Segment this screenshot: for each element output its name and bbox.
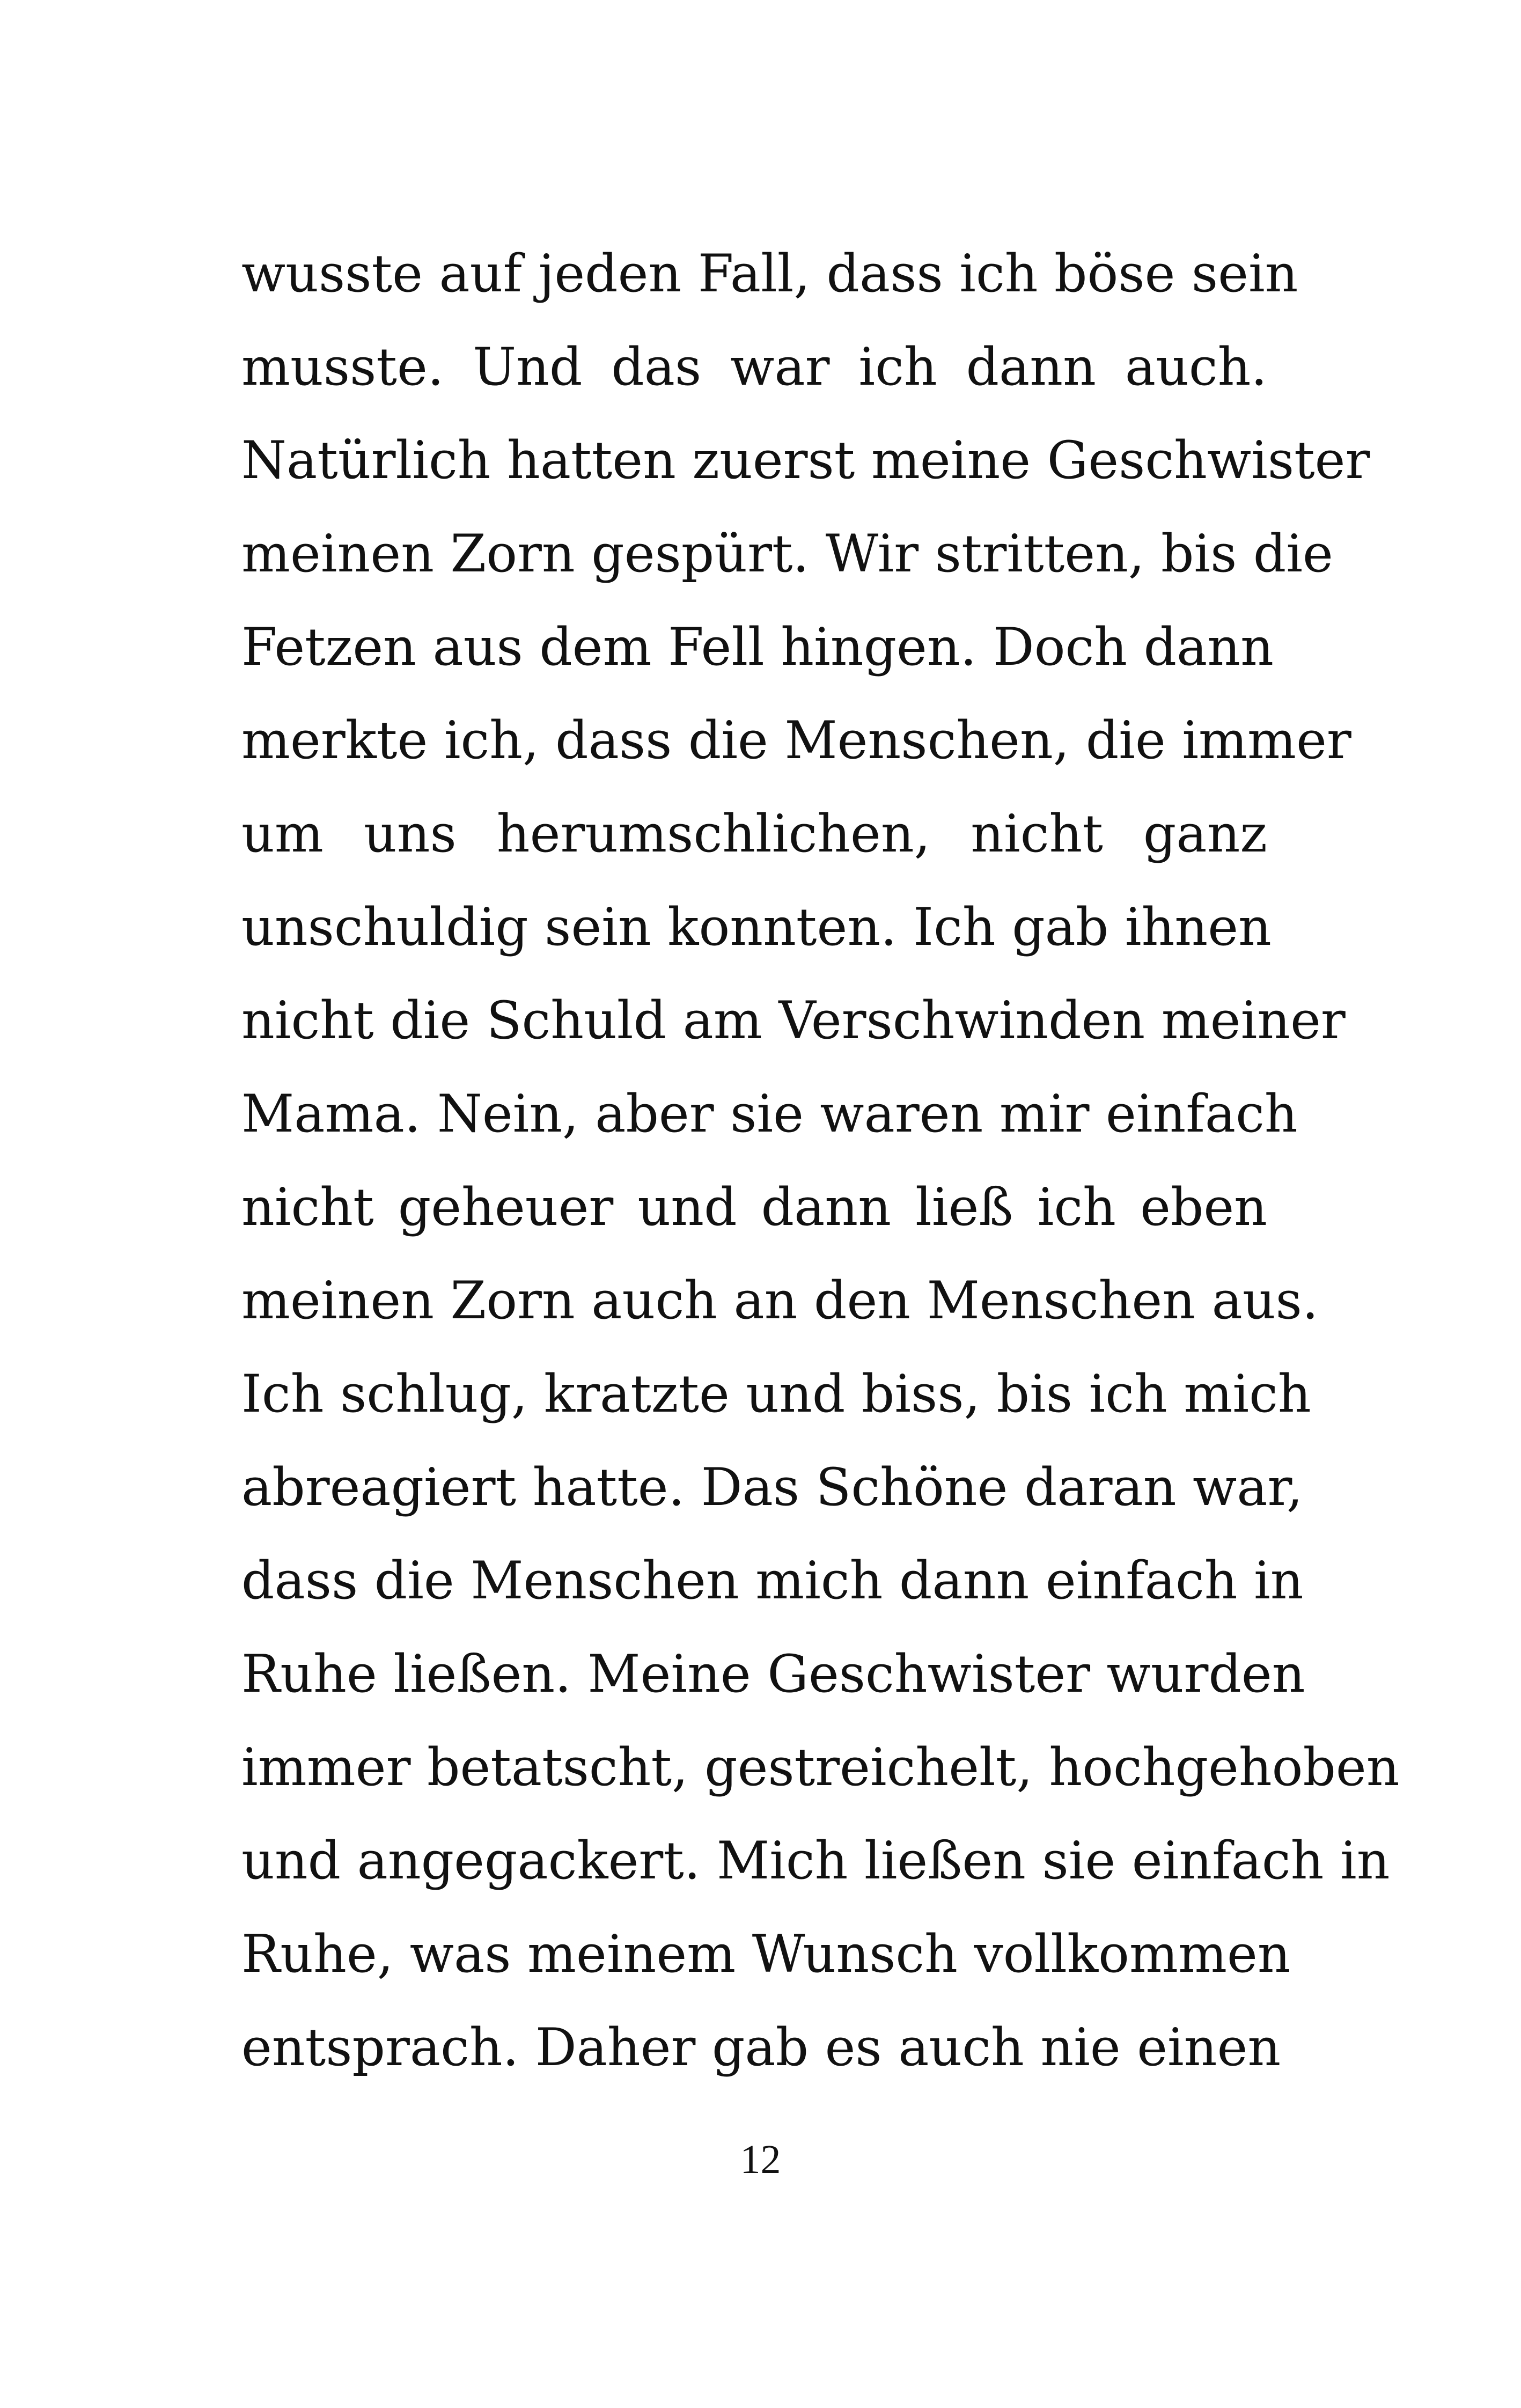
text-line: meinen Zorn auch an den Menschen aus. <box>241 1271 1319 1331</box>
text-line: dass die Menschen mich dann einfach in <box>241 1551 1304 1611</box>
text-line: meinen Zorn gespürt. Wir stritten, bis die <box>241 524 1333 584</box>
text-line: immer betatscht, gestreichelt, hochgehoben <box>241 1737 1400 1797</box>
text-line: entsprach. Daher gab es auch nie einen <box>241 2017 1281 2077</box>
text-line: nicht geheuer und dann ließ ich eben <box>241 1177 1267 1237</box>
text-line: Ich schlug, kratzte und biss, bis ich mich <box>241 1364 1311 1424</box>
text-line: und angegackert. Mich ließen sie einfach in <box>241 1831 1390 1891</box>
text-line: Natürlich hatten zuerst meine Geschwister <box>241 430 1370 490</box>
text-line: unschuldig sein konnten. Ich gab ihnen <box>241 897 1272 957</box>
text-line: Ruhe ließen. Meine Geschwister wurden <box>241 1644 1305 1704</box>
text-line: um uns herumschlichen, nicht ganz <box>241 804 1267 864</box>
text-line: abreagiert hatte. Das Schöne daran war, <box>241 1457 1303 1517</box>
page-number: 12 <box>740 2137 781 2182</box>
text-line: musste. Und das war ich dann auch. <box>241 337 1267 397</box>
text-line: nicht die Schuld am Verschwinden meiner <box>241 990 1346 1051</box>
text-line: Fetzen aus dem Fell hingen. Doch dann <box>241 617 1274 677</box>
text-line: Mama. Nein, aber sie waren mir einfach <box>241 1084 1298 1144</box>
text-line: Ruhe, was meinem Wunsch vollkommen <box>241 1924 1291 1984</box>
body-text <box>241 233 1400 2101</box>
text-line: merkte ich, dass die Menschen, die immer <box>241 710 1351 770</box>
text-line: wusste auf jeden Fall, dass ich böse sein <box>241 244 1298 304</box>
